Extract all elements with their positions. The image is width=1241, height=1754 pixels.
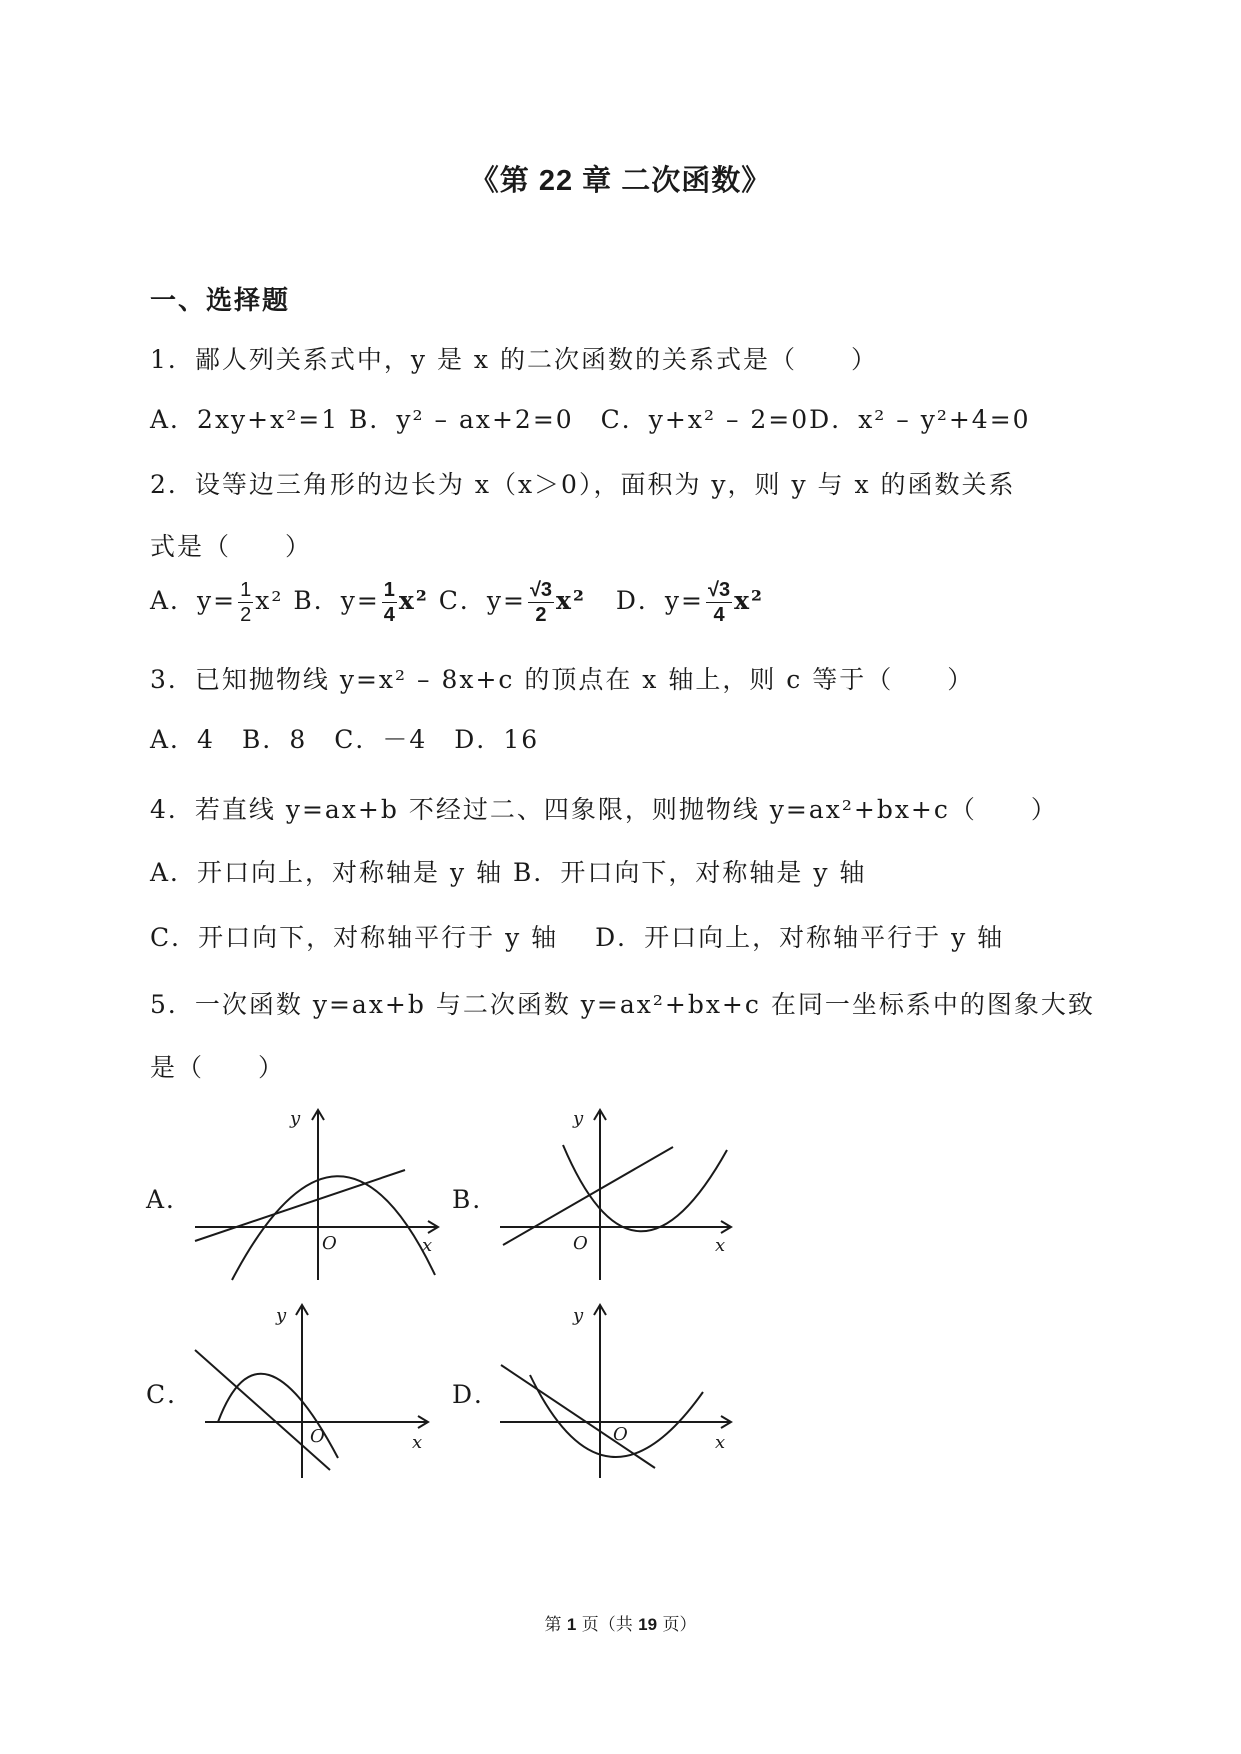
parabola [563, 1145, 727, 1231]
q5-option-b-label: B． [452, 1185, 500, 1214]
q5-graph-a [190, 1105, 440, 1285]
page-footer: 第 1 页（共 19 页） [544, 1615, 697, 1635]
q2-stem-line2: 式是（ ） [150, 532, 313, 561]
x-axis-label: x [412, 1432, 423, 1453]
q5-option-a-label: A． [146, 1185, 194, 1214]
q5-graph-d [495, 1300, 735, 1480]
y-axis-label: y [276, 1305, 287, 1326]
y-axis-label: y [573, 1305, 584, 1326]
fraction: $\frac{1}{4}$ [383, 579, 395, 626]
origin-label: O [310, 1426, 325, 1447]
q1-stem: 1．鄙人列关系式中，y 是 x 的二次函数的关系式是（ ） [150, 345, 878, 374]
q2-stem-line1: 2．设等边三角形的边长为 x（x＞0），面积为 y，则 y 与 x 的函数关系 [150, 470, 1016, 499]
x-axis-label: x [715, 1235, 726, 1256]
q2-option-b: B．y= $\frac{1}{4}$ x² [293, 579, 429, 626]
fraction: $\frac{√3}{2}$ [529, 579, 553, 626]
q4-options-line1: A．开口向上，对称轴是 y 轴 B．开口向下，对称轴是 y 轴 [150, 858, 867, 887]
q5-option-d-label: D． [452, 1380, 502, 1409]
q2-option-d: D．y= $\frac{√3}{4}$ x² [615, 579, 764, 626]
line [501, 1365, 655, 1468]
q4-options-line2: C．开口向下，对称轴平行于 y 轴 D．开口向上，对称轴平行于 y 轴 [150, 923, 1005, 952]
x-axis-label: x [422, 1235, 433, 1256]
parabola [232, 1176, 435, 1280]
fraction: $\frac{1}{2}$ [240, 579, 252, 626]
y-axis-label: y [573, 1108, 584, 1129]
origin-label: O [613, 1424, 628, 1445]
q2-option-a: A．y= $\frac{1}{2}$ x² [150, 579, 284, 626]
q2-options [150, 580, 764, 625]
q5-stem-line2: 是（ ） [150, 1053, 286, 1082]
q3-options: A．4 B．8 C．－4 D．16 [150, 725, 540, 754]
q5-option-c-label: C． [146, 1380, 195, 1409]
q4-stem: 4．若直线 y=ax+b 不经过二、四象限，则抛物线 y=ax²+bx+c（ ） [150, 795, 1058, 824]
q1-options: A．2xy+x²=1 B．y² – ax+2=0 C．y+x² – 2=0D．x² – y²+4=0 [150, 405, 1031, 434]
section-heading: 一、选择题 [150, 286, 291, 316]
q5-graph-b [495, 1105, 735, 1285]
y-axis-label: y [290, 1108, 301, 1129]
total-pages: 19 [638, 1615, 658, 1634]
page-number: 1 [566, 1615, 577, 1634]
q5-stem-line1: 5．一次函数 y=ax+b 与二次函数 y=ax²+bx+c 在同一坐标系中的图象大致 [150, 990, 1095, 1019]
origin-label: O [573, 1233, 588, 1254]
q5-graph-c [190, 1300, 440, 1480]
origin-label: O [322, 1233, 337, 1254]
line [195, 1170, 405, 1241]
x-axis-label: x [715, 1432, 726, 1453]
q2-option-c: C．y= $\frac{√3}{2}$ x² [438, 579, 586, 626]
fraction: $\frac{√3}{4}$ [707, 579, 731, 626]
q3-stem: 3．已知抛物线 y=x² – 8x+c 的顶点在 x 轴上，则 c 等于（ ） [150, 665, 975, 694]
page-title: 《第 22 章 二次函数》 [469, 165, 772, 197]
